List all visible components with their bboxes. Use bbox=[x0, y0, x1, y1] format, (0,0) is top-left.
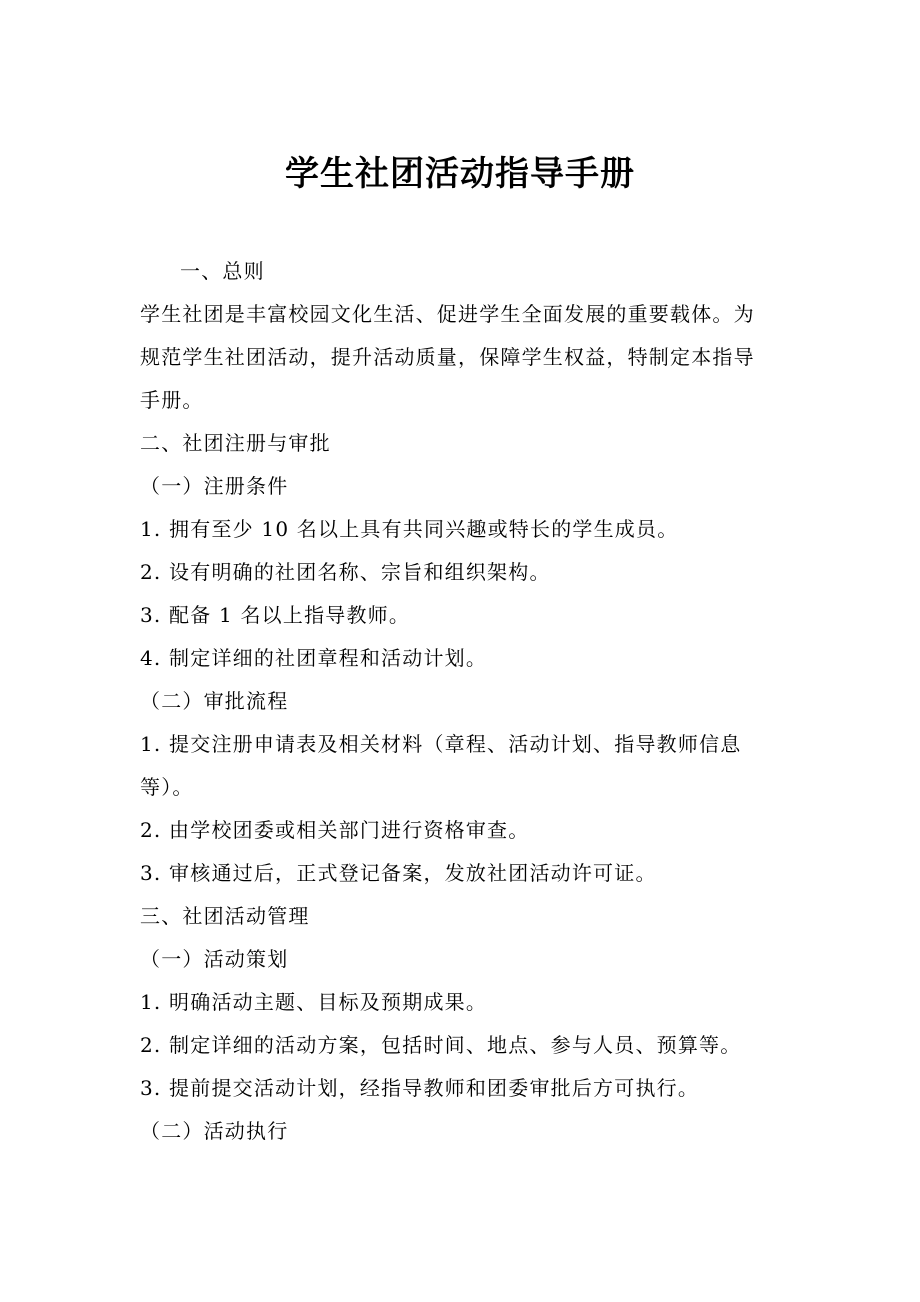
list-item: 1. 提交注册申请表及相关材料（章程、活动计划、指导教师信息 bbox=[140, 732, 742, 756]
list-item: 2. 制定详细的活动方案，包括时间、地点、参与人员、预算等。 bbox=[140, 1033, 742, 1057]
document-body bbox=[140, 250, 780, 1153]
subsection-heading-execution: （二）活动执行 bbox=[140, 1119, 289, 1143]
list-item-continuation: 等）。 bbox=[140, 775, 194, 799]
paragraph-line: 规范学生社团活动，提升活动质量，保障学生权益，特制定本指导 bbox=[140, 345, 755, 369]
list-item: 4. 制定详细的社团章程和活动计划。 bbox=[140, 646, 488, 670]
section-heading-registration: 二、社团注册与审批 bbox=[140, 431, 331, 455]
list-item: 3. 提前提交活动计划，经指导教师和团委审批后方可执行。 bbox=[140, 1076, 700, 1100]
document-title: 学生社团活动指导手册 bbox=[285, 154, 635, 194]
paragraph-line: 手册。 bbox=[140, 388, 204, 412]
list-item: 2. 设有明确的社团名称、宗旨和组织架构。 bbox=[140, 560, 551, 584]
list-item: 3. 配备 1 名以上指导教师。 bbox=[140, 603, 411, 627]
list-item: 1. 明确活动主题、目标及预期成果。 bbox=[140, 990, 488, 1014]
subsection-heading-conditions: （一）注册条件 bbox=[140, 474, 289, 498]
paragraph-line: 学生社团是丰富校园文化生活、促进学生全面发展的重要载体。为 bbox=[140, 302, 755, 326]
list-item: 1. 拥有至少 10 名以上具有共同兴趣或特长的学生成员。 bbox=[140, 517, 679, 541]
subsection-heading-planning: （一）活动策划 bbox=[140, 947, 289, 971]
list-item: 2. 由学校团委或相关部门进行资格审查。 bbox=[140, 818, 530, 842]
list-item: 3. 审核通过后，正式登记备案，发放社团活动许可证。 bbox=[140, 861, 657, 885]
subsection-heading-approval: （二）审批流程 bbox=[140, 689, 289, 713]
section-heading-management: 三、社团活动管理 bbox=[140, 904, 310, 928]
section-heading-general: 一、总则 bbox=[180, 259, 265, 283]
